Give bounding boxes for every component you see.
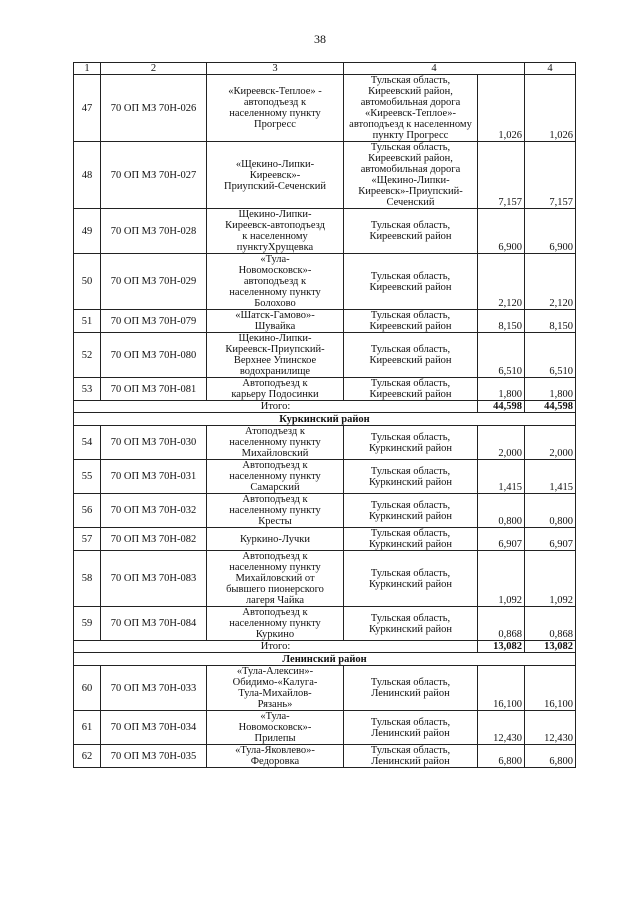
road-location-line: Тульская область, xyxy=(370,499,451,511)
road-id: 70 ОП МЗ 70Н-081 xyxy=(101,378,207,401)
table-row xyxy=(74,745,576,768)
road-location-line: автоподъезд к населенному xyxy=(349,119,472,130)
row-number: 61 xyxy=(74,711,101,745)
road-name xyxy=(207,711,344,745)
length-value: 1,092 xyxy=(525,551,576,607)
length-total: 0,800 xyxy=(478,494,525,528)
road-location xyxy=(344,460,478,494)
road-name-line: «Щекино-Липки- xyxy=(235,158,315,170)
table-row xyxy=(74,666,576,711)
road-name-line: населенному пункту xyxy=(229,437,321,448)
road-location xyxy=(344,711,478,745)
road-name-line: Киреевск-Приупский- xyxy=(225,344,325,355)
table-row xyxy=(74,551,576,607)
road-id: 70 ОП МЗ 70Н-026 xyxy=(101,75,207,142)
road-name-line: Автоподъезд к xyxy=(242,494,308,505)
page-number: 38 xyxy=(314,32,326,46)
road-name xyxy=(207,607,344,641)
row-number: 56 xyxy=(74,494,101,528)
length-value: 8,150 xyxy=(525,310,576,333)
road-name-line: Верхнее Упинское xyxy=(233,355,317,366)
road-location-line: Киреевский район, xyxy=(368,153,453,164)
road-name-line: автоподъезд к xyxy=(243,276,307,287)
length-value: 2,000 xyxy=(525,426,576,460)
road-location-line: Тульская область, xyxy=(370,567,451,579)
length-value: 0,868 xyxy=(525,607,576,641)
table-row xyxy=(74,494,576,528)
road-id: 70 ОП МЗ 70Н-079 xyxy=(101,310,207,333)
road-location-line: Куркинский район xyxy=(368,510,453,522)
road-name-line: Киреевск»- xyxy=(249,169,301,181)
road-location-line: Тульская область, xyxy=(370,716,451,728)
length-total: 6,900 xyxy=(478,209,525,254)
road-location-line: Тульская область, xyxy=(370,677,451,688)
road-id: 70 ОП МЗ 70Н-028 xyxy=(101,209,207,254)
road-id: 70 ОП МЗ 70Н-082 xyxy=(101,528,207,551)
length-total: 0,868 xyxy=(478,607,525,641)
table-row xyxy=(74,528,576,551)
row-number: 58 xyxy=(74,551,101,607)
district-header-row xyxy=(74,413,576,426)
road-id: 70 ОП МЗ 70Н-031 xyxy=(101,460,207,494)
table-row xyxy=(74,607,576,641)
road-location-line: Куркинский район xyxy=(368,442,453,454)
road-name-line: населенному пункту xyxy=(229,562,321,573)
road-location-line: Тульская область, xyxy=(370,270,451,282)
road-location-line: автомобильная дорога xyxy=(360,164,461,175)
road-name-line: Автоподъезд к xyxy=(242,607,308,618)
road-location xyxy=(344,142,478,209)
road-register-table xyxy=(73,62,576,768)
column-number-row xyxy=(74,63,576,75)
length-value: 12,430 xyxy=(525,711,576,745)
total-length: 44,598 xyxy=(478,401,525,413)
road-location xyxy=(344,310,478,333)
road-name-line: населенному пункту xyxy=(229,287,321,298)
table-row xyxy=(74,426,576,460)
row-number: 62 xyxy=(74,745,101,768)
road-name-line: Федоровка xyxy=(250,756,300,767)
road-name-line: Киреевск-автоподъезд xyxy=(225,220,325,231)
length-value: 6,510 xyxy=(525,333,576,378)
column-number: 2 xyxy=(101,63,207,75)
road-location-line: Тульская область, xyxy=(370,344,451,355)
road-name-line: лагеря Чайка xyxy=(245,595,305,606)
length-total: 1,415 xyxy=(478,460,525,494)
road-name-line: Обидимо-«Калуга- xyxy=(232,677,318,688)
road-name-line: «Шатск-Гамово»- xyxy=(235,310,315,321)
length-value: 0,800 xyxy=(525,494,576,528)
district-title: Куркинский район xyxy=(74,413,576,426)
table-row xyxy=(74,310,576,333)
road-name-line: Прогресс xyxy=(254,119,296,130)
column-number: 3 xyxy=(207,63,344,75)
row-number: 57 xyxy=(74,528,101,551)
road-location-line: Киреевский район xyxy=(369,321,452,332)
road-location xyxy=(344,666,478,711)
total-row xyxy=(74,641,576,653)
road-location-line: Тульская область, xyxy=(370,378,451,389)
row-number: 51 xyxy=(74,310,101,333)
road-location-line: Тульская область, xyxy=(370,528,451,539)
row-number: 47 xyxy=(74,75,101,142)
road-name-line: пунктуХрущевка xyxy=(236,242,314,253)
road-name-line: Щекино-Липки- xyxy=(238,333,312,344)
road-location-line: Киреевский район xyxy=(369,281,452,293)
road-name-line: «Тула- xyxy=(260,254,290,265)
road-location xyxy=(344,528,478,551)
road-name xyxy=(207,75,344,142)
road-name xyxy=(207,551,344,607)
road-name-line: Новомосковск»- xyxy=(238,722,312,733)
total-length-value: 44,598 xyxy=(525,401,576,413)
road-name-line: Самарский xyxy=(250,482,300,493)
row-number: 59 xyxy=(74,607,101,641)
road-location-line: «Щекино-Липки- xyxy=(371,175,450,186)
road-name-line: Михайловский от xyxy=(235,573,315,584)
road-name xyxy=(207,333,344,378)
row-number: 53 xyxy=(74,378,101,401)
road-location-line: Тульская область, xyxy=(370,612,451,624)
road-name xyxy=(207,745,344,768)
road-name-line: «Тула-Алексин»- xyxy=(236,666,314,677)
road-id: 70 ОП МЗ 70Н-033 xyxy=(101,666,207,711)
road-location xyxy=(344,209,478,254)
road-name-line: водохранилище xyxy=(239,366,311,377)
road-name-line: населенному пункту xyxy=(229,505,321,516)
road-name-line: Прилепы xyxy=(254,733,296,744)
road-name-line: карьеру Подосинки xyxy=(231,389,319,400)
total-label: Итого: xyxy=(74,401,478,413)
total-label: Итого: xyxy=(74,641,478,653)
row-number: 49 xyxy=(74,209,101,254)
district-header-row xyxy=(74,653,576,666)
road-name-line: Тула-Михайлов- xyxy=(238,688,312,699)
row-number: 50 xyxy=(74,254,101,310)
length-total: 6,510 xyxy=(478,333,525,378)
road-name-line: населенному пункту xyxy=(229,618,321,629)
road-location-line: Куркинский район xyxy=(368,578,453,590)
road-location xyxy=(344,378,478,401)
table-row xyxy=(74,142,576,209)
road-id: 70 ОП МЗ 70Н-029 xyxy=(101,254,207,310)
road-id: 70 ОП МЗ 70Н-032 xyxy=(101,494,207,528)
road-name-line: бывшего пионерского xyxy=(226,584,324,595)
road-name xyxy=(207,528,344,551)
road-name-line: автоподъезд к xyxy=(243,97,307,108)
column-number: 4 xyxy=(525,63,576,75)
length-value: 16,100 xyxy=(525,666,576,711)
road-name xyxy=(207,426,344,460)
length-total: 2,120 xyxy=(478,254,525,310)
length-total: 1,092 xyxy=(478,551,525,607)
length-value: 6,907 xyxy=(525,528,576,551)
road-name-line: населенному пункту xyxy=(229,471,321,482)
road-name xyxy=(207,254,344,310)
row-number: 55 xyxy=(74,460,101,494)
length-value: 2,120 xyxy=(525,254,576,310)
road-location-line: Тульская область, xyxy=(370,142,451,153)
column-number: 1 xyxy=(74,63,101,75)
table-row xyxy=(74,378,576,401)
road-name xyxy=(207,494,344,528)
road-location xyxy=(344,75,478,142)
road-name-line: Михайловский xyxy=(241,448,309,459)
road-location-line: Тульская область, xyxy=(370,745,451,756)
road-location-line: Ленинский район xyxy=(371,756,450,767)
district-title: Ленинский район xyxy=(74,653,576,666)
road-location-line: Куркинский район xyxy=(368,476,453,488)
length-value: 7,157 xyxy=(525,142,576,209)
length-total: 1,026 xyxy=(478,75,525,142)
road-id: 70 ОП МЗ 70Н-030 xyxy=(101,426,207,460)
road-name xyxy=(207,310,344,333)
road-name-line: населенному пункту xyxy=(229,108,321,119)
road-location-line: Киреевск»-Приупский- xyxy=(358,186,463,197)
road-location xyxy=(344,254,478,310)
road-name xyxy=(207,666,344,711)
road-location xyxy=(344,333,478,378)
road-name-line: Щекино-Липки- xyxy=(238,209,312,220)
road-location-line: Ленинский район xyxy=(371,688,450,699)
row-number: 48 xyxy=(74,142,101,209)
road-location xyxy=(344,426,478,460)
table-row xyxy=(74,75,576,142)
road-name xyxy=(207,142,344,209)
road-location-line: Киреевский район xyxy=(369,389,452,400)
length-total: 8,150 xyxy=(478,310,525,333)
road-name xyxy=(207,460,344,494)
length-total: 16,100 xyxy=(478,666,525,711)
road-id: 70 ОП МЗ 70Н-080 xyxy=(101,333,207,378)
road-location xyxy=(344,745,478,768)
length-value: 1,800 xyxy=(525,378,576,401)
road-name-line: Автоподъезд к xyxy=(242,460,308,471)
road-location xyxy=(344,494,478,528)
length-total: 6,800 xyxy=(478,745,525,768)
road-location-line: «Киреевск-Теплое»- xyxy=(365,108,456,119)
table-row xyxy=(74,333,576,378)
road-name-line: Куркино xyxy=(255,629,295,640)
length-total: 12,430 xyxy=(478,711,525,745)
row-number: 52 xyxy=(74,333,101,378)
length-total: 2,000 xyxy=(478,426,525,460)
road-location-line: Куркинский район xyxy=(368,539,453,550)
road-name-line: «Тула- xyxy=(260,711,290,722)
road-location-line: Киреевский район xyxy=(369,231,452,242)
road-location-line: пункту Прогресс xyxy=(372,130,449,141)
road-id: 70 ОП МЗ 70Н-083 xyxy=(101,551,207,607)
table-row xyxy=(74,209,576,254)
road-id: 70 ОП МЗ 70Н-035 xyxy=(101,745,207,768)
road-name-line: Шувайка xyxy=(254,321,296,332)
road-name-line: Атоподъезд к xyxy=(245,426,305,437)
road-location-line: Сеченский xyxy=(386,197,435,208)
table-row xyxy=(74,254,576,310)
length-value: 6,900 xyxy=(525,209,576,254)
table-row xyxy=(74,460,576,494)
road-id: 70 ОП МЗ 70Н-034 xyxy=(101,711,207,745)
road-id: 70 ОП МЗ 70Н-027 xyxy=(101,142,207,209)
road-location xyxy=(344,607,478,641)
length-total: 7,157 xyxy=(478,142,525,209)
road-location-line: Тульская область, xyxy=(370,75,451,86)
row-number: 60 xyxy=(74,666,101,711)
length-value: 6,800 xyxy=(525,745,576,768)
road-name-line: Приупский-Сеченский xyxy=(224,180,326,192)
road-name-line: Автоподъезд к xyxy=(242,378,308,389)
length-value: 1,026 xyxy=(525,75,576,142)
road-name-line: Рязань» xyxy=(257,699,293,710)
row-number: 54 xyxy=(74,426,101,460)
length-total: 6,907 xyxy=(478,528,525,551)
road-location-line: Тульская область, xyxy=(370,465,451,477)
column-number: 4 xyxy=(344,63,525,75)
road-location xyxy=(344,551,478,607)
road-name-line: Автоподъезд к xyxy=(242,551,308,562)
table-row xyxy=(74,711,576,745)
road-name-line: Кресты xyxy=(258,516,292,527)
road-name-line: Болохово xyxy=(254,298,296,309)
length-value: 1,415 xyxy=(525,460,576,494)
road-location-line: Киреевский район xyxy=(369,355,452,366)
road-name-line: Новомосковск»- xyxy=(238,265,312,276)
road-location-line: Тульская область, xyxy=(370,220,451,231)
road-name xyxy=(207,209,344,254)
road-name-line: Куркино-Лучки xyxy=(240,533,310,545)
road-location-line: Тульская область, xyxy=(370,310,451,321)
total-row xyxy=(74,401,576,413)
total-length-value: 13,082 xyxy=(525,641,576,653)
road-location-line: Киреевский район, xyxy=(368,86,453,97)
road-name-line: «Киреевск-Теплое» - xyxy=(228,86,322,97)
road-location-line: Куркинский район xyxy=(368,623,453,635)
road-id: 70 ОП МЗ 70Н-084 xyxy=(101,607,207,641)
total-length: 13,082 xyxy=(478,641,525,653)
road-name-line: к населенному xyxy=(242,231,308,242)
length-total: 1,800 xyxy=(478,378,525,401)
road-location-line: Ленинский район xyxy=(371,727,450,739)
road-name xyxy=(207,378,344,401)
road-location-line: Тульская область, xyxy=(370,431,451,443)
road-name-line: «Тула-Яковлево»- xyxy=(235,745,315,756)
road-location-line: автомобильная дорога xyxy=(360,97,461,108)
